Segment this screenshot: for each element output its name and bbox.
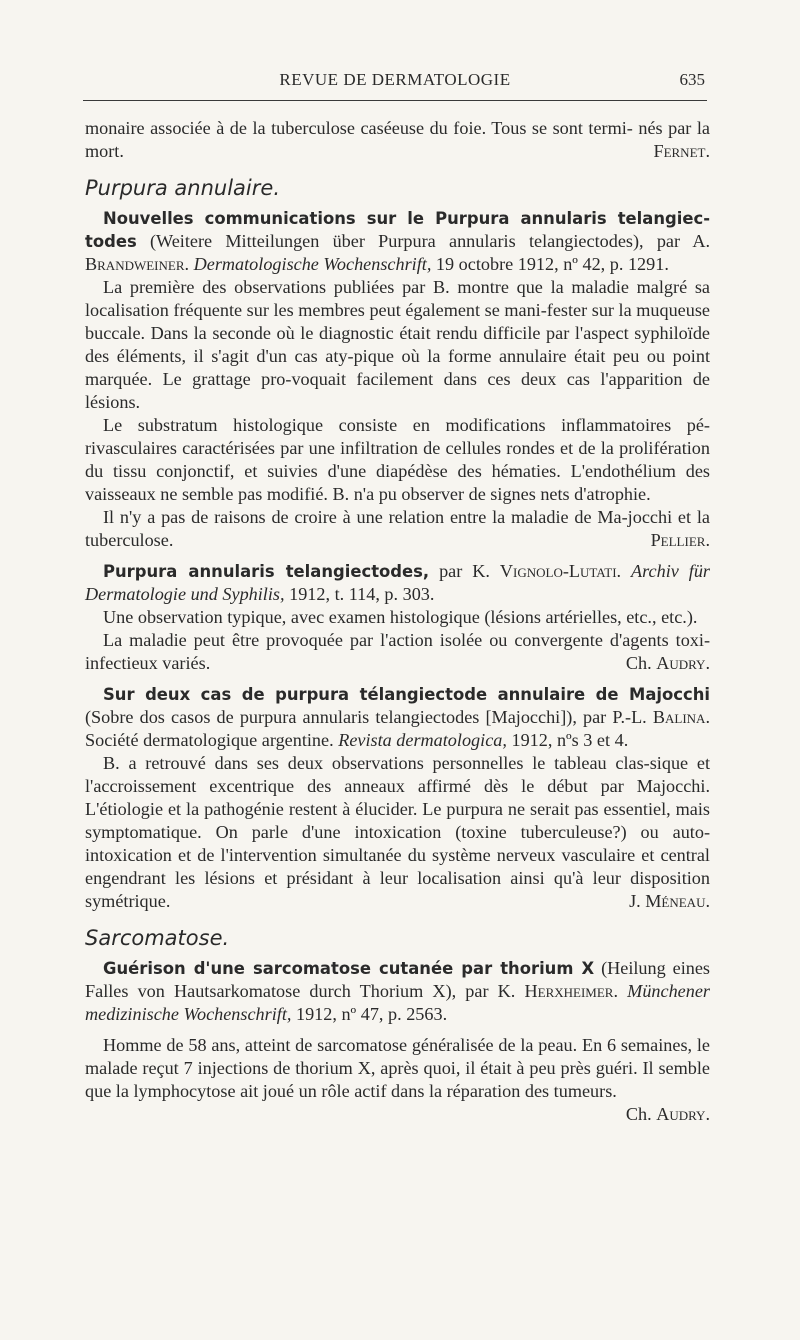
running-title: REVUE DE DERMATOLOGIE [279, 70, 511, 89]
entry-4-title-bold: Guérison d'une sarcomatose cutanée par thorium X [103, 959, 595, 978]
signature-audry-2 [608, 1103, 710, 1126]
page-header [83, 68, 707, 101]
entry-3-title-bold: Sur deux cas de purpura télangiectode annulaire de Majocchi [103, 685, 710, 704]
signature-pellier: Pellier. [650, 530, 710, 550]
entry-4-para-1 [85, 1034, 710, 1126]
signature-fernet: Fernet. [653, 141, 710, 161]
signature-meneau [611, 890, 710, 913]
entry-4-ref: 1912, nº 47, p. 2563. [291, 1004, 448, 1024]
entry-1-ref: 19 octobre 1912, nº 42, p. 1291. [431, 254, 669, 274]
entry-1-para-1: La première des observations publiées par B. montre que la maladie malgré sa localisation fréquente sur les membres peut également se mani-fester sur la muqueuse buccale. Dans la seconde où le diagnostic était rendu difficile par l'aspect syphiloïde des éléments, il s'agit d'un cas aty-pique où la forme annulaire était peu ou point marquée. Le grattage pro-voquait facilement dans ces deux cas l'apparition de lésions. [85, 277, 710, 412]
entry-4-journal: Münchener medizinische Wochenschrift, [85, 981, 710, 1024]
entry-2-title-rest: par K. [429, 561, 500, 581]
signature-meneau-name: Méneau. [645, 891, 710, 911]
signature-audry-2-name: Audry. [656, 1104, 710, 1124]
entry-3-journal: Revista dermatologica, [338, 730, 507, 750]
entry-1-para-3 [85, 506, 710, 552]
entry-1-title-bold: Nouvelles communications sur le Purpura annularis telangiec-todes [85, 209, 710, 251]
entry-3-para-1 [85, 752, 710, 913]
signature-meneau-prefix: J. [629, 891, 646, 911]
page-body [85, 117, 710, 1126]
entry-1-journal: Dermatologische Wochenschrift, [193, 254, 432, 274]
entry-1-after-author: . [184, 254, 194, 274]
entry-3-after-author: . Société dermatologique argentine. [85, 707, 710, 750]
signature-audry-1-prefix: Ch. [625, 653, 657, 673]
section-heading-purpura: Purpura annulaire. [85, 176, 280, 200]
entry-2-ref: 1912, t. 114, p. 303. [284, 584, 435, 604]
signature-audry-2-prefix: Ch. [625, 1104, 657, 1124]
entry-2-journal: Archiv für Dermatologie und Syphilis, [85, 561, 711, 604]
entry-2-para-2-text: La maladie peut être provoquée par l'action isolée ou convergente d'agents toxi-infectieux variés. [85, 630, 710, 673]
entry-1-title [85, 207, 710, 276]
entry-4-para-1-text: Homme de 58 ans, atteint de sarcomatose généralisée de la peau. En 6 semaines, le malade reçut 7 injections de thorium X, après quoi, il était à peu près guéri. Il semble que la lymphocytose ait joué un rôle actif dans la réparation des tumeurs. [85, 1035, 710, 1101]
entry-3-ref: 1912, nºs 3 et 4. [506, 730, 629, 750]
signature-audry-1 [608, 652, 710, 675]
entry-2-author: Vignolo-Lutati [499, 561, 617, 581]
entry-4-title [85, 957, 710, 1026]
entry-1-para-3-text: Il n'y a pas de raisons de croire à une relation entre la maladie de Ma-jocchi et la tuberculose. [85, 507, 710, 550]
entry-4-title-rest: (Heilung eines Falles von Hautsarkomatose durch Thorium X), par K. [85, 958, 710, 1001]
entry-3-title [85, 683, 710, 752]
entry-4-author: Herxheimer [524, 981, 614, 1001]
entry-0-line-2: nés par la mort. [85, 118, 710, 161]
entry-2-title [85, 560, 710, 606]
entry-1-author: Brandweiner [85, 254, 185, 274]
section-heading-sarcomatose: Sarcomatose. [85, 926, 230, 950]
entry-3-para-1-text: B. a retrouvé dans ses deux observations personnelles le tableau clas-sique et l'accroissement excentrique des anneaux affirmé dès le début par Majocchi. L'étiologie et la pathogénie restent à élucider. Le purpura ne serait pas essentiel, mais symptomatique. On parle d'une intoxication (toxine tuberculeuse?) ou auto-intoxication et de l'intervention simultanée du système nerveux vasculaire et central engendrant les lésions et présidant à leur localisation ainsi qu'à leur disposition symétrique. [85, 753, 710, 911]
entry-2-title-bold: Purpura annularis telangiectodes, [103, 562, 430, 581]
page-number: 635 [679, 70, 705, 89]
entry-0-line-1: monaire associée à de la tuberculose caséeuse du foie. Tous se sont termi- [85, 118, 633, 138]
signature-audry-1-name: Audry. [656, 653, 710, 673]
entry-2-para-2 [85, 629, 710, 675]
entry-1-title-rest: (Weitere Mitteilungen über Purpura annularis telangiectodes), par A. [136, 231, 710, 251]
entry-2-after-author: . [616, 561, 632, 581]
entry-4-after-author: . [613, 981, 628, 1001]
entry-3-title-rest: (Sobre dos casos de purpura annularis telangiectodes [Majocchi]), par P.-L. [85, 707, 653, 727]
entry-3-author: Balina [652, 707, 706, 727]
entry-0-continuation [85, 117, 710, 163]
entry-2-para-1: Une observation typique, avec examen histologique (lésions artérielles, etc., etc.). [103, 607, 698, 627]
entry-1-para-2: Le substratum histologique consiste en modifications inflammatoires pé-rivasculaires caractérisées par une infiltration de cellules rondes et de la prolifération du tissu conjonctif, et suivies d'une diapédèse des hématies. L'endothélium des vaisseaux ne semble pas modifié. B. n'a pu observer de signes nets d'atrophie. [85, 415, 710, 504]
